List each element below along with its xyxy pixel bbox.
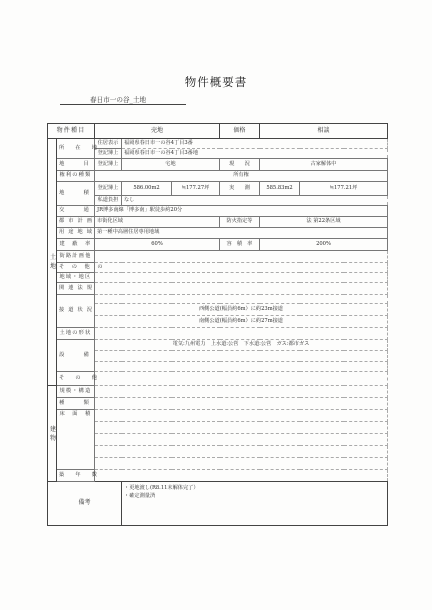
related-law-value [95, 283, 388, 295]
other-districts-value-2 [95, 273, 388, 283]
remarks-line-2: ・確定測量済 [124, 493, 156, 500]
category-registry-label: 登記簿上 [95, 159, 122, 171]
fire-value: 法 第22条区域 [260, 217, 388, 228]
shape-value [95, 328, 388, 340]
bcr-label: 建 蔽 率 [57, 239, 95, 251]
planning-value: 市街化区域 [95, 217, 220, 228]
property-summary-table [47, 123, 388, 526]
bcr-value: 60% [95, 239, 220, 251]
remarks-line-1: ・更地渡し(R8.11末解体完了） [124, 485, 199, 491]
category-current-label: 現 況 [220, 159, 260, 171]
road-access-south: 南側公道(幅員約6m）に約27m接道 [95, 316, 388, 328]
floor-area-label: 床 面 積 [57, 410, 95, 470]
area-actual-m2: 585.83m2 [260, 182, 300, 196]
related-law-label: 関 連 法 規 [57, 283, 95, 295]
rights-value: 所有権 [95, 171, 388, 182]
far-label: 容 積 率 [220, 239, 260, 251]
facility-label: 設 備 [57, 340, 95, 372]
building-type-value [95, 398, 388, 410]
registry-label: 登記簿上 [95, 149, 122, 159]
floor-area-line-2 [95, 422, 388, 434]
registry-value: 福岡県春日市一の谷4丁目3番地 [122, 149, 388, 159]
other-label: そ の 他 [57, 372, 95, 386]
private-road-value: なし [122, 196, 388, 206]
other-value [95, 372, 388, 386]
road-plan-label: 街路計画他 [57, 251, 95, 263]
planning-label: 都 市 計 画 [57, 217, 95, 228]
area-registry-label: 登記簿上 [95, 182, 122, 196]
floor-area-line-4 [95, 446, 388, 458]
transport-label: 交 通 [57, 206, 95, 217]
floor-area-line-5 [95, 458, 388, 470]
area-registry-m2: 586.00m2 [122, 182, 172, 196]
floor-area-line-3 [95, 434, 388, 446]
subject-underline [60, 104, 186, 105]
land-section-label: 土地 [48, 139, 57, 386]
area-actual-tsubo: ≒177.21坪 [300, 182, 388, 196]
area-actual-label: 実 測 [220, 182, 260, 196]
area-label: 地 積 [57, 182, 95, 206]
age-value [95, 470, 388, 482]
category-label: 地 目 [57, 159, 95, 171]
age-label: 築 年 数 [57, 470, 95, 482]
other-districts-label-2: 地域・地区 [57, 273, 95, 283]
fire-label: 防火指定等 [220, 217, 260, 228]
zoning-value: 第一種中高層住居専用地域 [95, 228, 388, 239]
floor-area-line-1 [95, 410, 388, 422]
building-section-label: 建物 [48, 386, 57, 482]
address-label: 住居表示 [95, 139, 122, 149]
price-value: 相談 [260, 124, 388, 139]
document-title: 物件概要書 [184, 75, 248, 89]
price-label: 価格 [220, 124, 260, 139]
facility-blank-2 [95, 362, 388, 372]
shape-label: 土地の形状 [57, 328, 95, 340]
location-label: 所 在 地 [57, 139, 95, 159]
type-value: 売地 [95, 124, 220, 139]
private-road-label: 私道負担 [95, 196, 122, 206]
building-type-label: 種 類 [57, 398, 95, 410]
type-label: 物件種目 [48, 124, 95, 139]
address-value: 福岡県春日市一の谷4丁目3番 [122, 139, 388, 149]
road-access-label: 接 道 状 況 [57, 295, 95, 328]
rights-label: 権利の種類 [57, 171, 95, 182]
area-registry-tsubo: ≒177.27坪 [172, 182, 220, 196]
far-value: 200% [260, 239, 388, 251]
structure-value [95, 386, 388, 398]
category-registry-value: 宅地 [122, 159, 220, 171]
other-districts-value-1 [95, 263, 388, 273]
remarks-body [122, 482, 388, 526]
remarks-label: 備考 [48, 482, 122, 526]
road-plan-value [95, 251, 388, 263]
road-access-west: 西側公道(幅員約6m）に約23m接道 [95, 304, 388, 316]
category-current-value: 古家解体中 [260, 159, 388, 171]
transport-value: JR博多南線「博多南」駅徒歩約20分 [95, 206, 388, 217]
road-access-blank [95, 295, 388, 304]
facility-value: 電気:九州電力 上水道:公営 下水道:公営 ガス:都市ガス [95, 340, 388, 351]
zoning-label: 用 途 地 域 [57, 228, 95, 239]
facility-blank-1 [95, 351, 388, 362]
header-row [48, 124, 388, 139]
structure-label: 規模・構造 [57, 386, 95, 398]
document-subject: 春日市一の谷_土地 [90, 96, 147, 104]
other-districts-label-1: そ の 他 の [57, 263, 95, 273]
